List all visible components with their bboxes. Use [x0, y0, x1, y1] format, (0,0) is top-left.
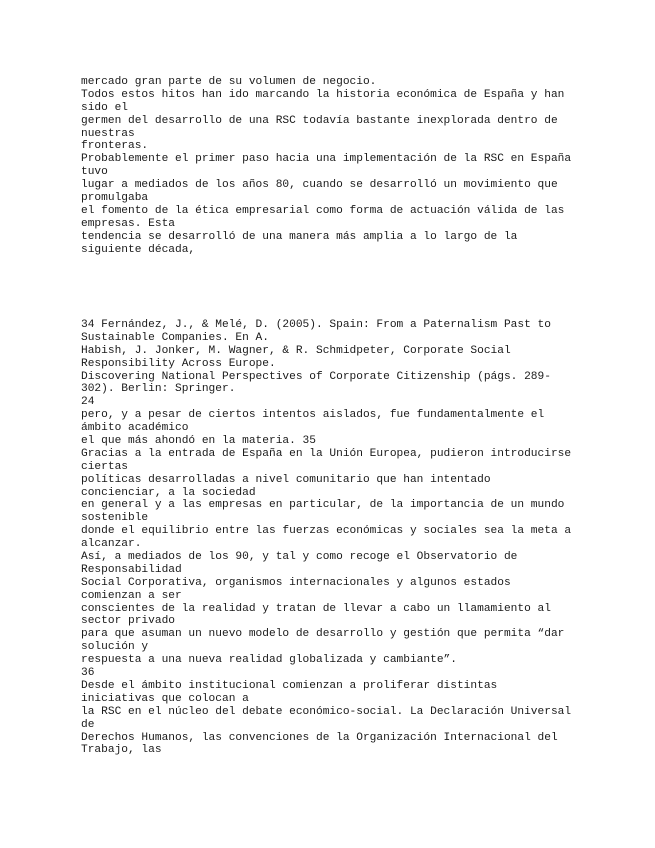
text-line: Todos estos hitos han ido marcando la historia económica de España y han — [81, 88, 565, 101]
text-line: solución y — [81, 641, 149, 654]
text-line: Responsabilidad — [81, 563, 182, 576]
text-line: ámbito académico — [81, 422, 189, 435]
text-line: concienciar, a la sociedad — [81, 486, 256, 499]
text-line: conscientes de la realidad y tratan de llevar a cabo un llamamiento al — [81, 602, 551, 615]
text-line: en general y a las empresas en particular, de la importancia de un mundo — [81, 499, 565, 512]
text-line: empresas. Esta — [81, 217, 175, 230]
text-line: el que más ahondó en la materia. 35 — [81, 435, 316, 448]
text-line: políticas desarrolladas a nivel comunitario que han intentado — [81, 473, 491, 486]
page-number: 24 — [81, 396, 95, 409]
text-line: ciertas — [81, 460, 128, 473]
body-text-top — [81, 76, 641, 256]
text-line: Social Corporativa, organismos internacionales y algunos estados — [81, 576, 511, 589]
text-line: mercado gran parte de su volumen de negocio. — [81, 76, 377, 88]
text-line: tuvo — [81, 166, 108, 179]
text-line: de — [81, 718, 95, 731]
footnote-line: Sustainable Companies. En A. — [81, 331, 269, 344]
text-line: Gracias a la entrada de España en la Unión Europea, pudieron introducirse — [81, 447, 572, 460]
text-line: sido el — [81, 101, 128, 114]
text-line: Desde el ámbito institucional comienzan a proliferar distintas — [81, 679, 498, 692]
footnote-line: 302). Berlin: Springer. — [81, 383, 236, 396]
text-line: comienzan a ser — [81, 589, 182, 602]
text-line: iniciativas que colocan a — [81, 692, 249, 705]
text-line: sector privado — [81, 615, 175, 628]
text-line: Trabajo, las — [81, 744, 162, 757]
text-line: Así, a mediados de los 90, y tal y como recoge el Observatorio de — [81, 551, 518, 564]
text-line: pero, y a pesar de ciertos intentos aislados, fue fundamentalmente el — [81, 409, 545, 422]
text-line: Probablemente el primer paso hacia una implementación de la RSC en España — [81, 153, 572, 166]
text-line: la RSC en el núcleo del debate económico-social. La Declaración Universal — [81, 705, 572, 718]
text-line: el fomento de la ética empresarial como forma de actuación válida de las — [81, 204, 565, 217]
text-line: germen del desarrollo de una RSC todavía bastante inexplorada dentro de — [81, 114, 558, 127]
text-line: para que asuman un nuevo modelo de desarrollo y gestión que permita “dar — [81, 628, 565, 641]
text-line: Derechos Humanos, las convenciones de la Organización Internacional del — [81, 731, 558, 744]
text-line: fronteras. — [81, 140, 149, 153]
text-line: nuestras — [81, 127, 135, 140]
text-line: siguiente década, — [81, 243, 196, 256]
text-line: sostenible — [81, 512, 149, 525]
footnote-line: Responsibility Across Europe. — [81, 357, 276, 370]
text-line: tendencia se desarrolló de una manera más amplia a lo largo de la — [81, 230, 518, 243]
text-line: lugar a mediados de los años 80, cuando se desarrolló un movimiento que — [81, 179, 558, 192]
text-line: promulgaba — [81, 192, 149, 205]
text-line: respuesta a una nueva realidad globalizada y cambiante”. — [81, 654, 457, 667]
text-line: donde el equilibrio entre las fuerzas económicas y sociales sea la meta a — [81, 525, 572, 538]
footnote-line: 34 Fernández, J., & Melé, D. (2005). Spain: From a Paternalism Past to — [81, 319, 551, 331]
footnote-line: Habish, J. Jonker, M. Wagner, & R. Schmidpeter, Corporate Social — [81, 344, 511, 357]
body-text-bottom — [81, 319, 641, 757]
footnote-marker: 36 — [81, 667, 95, 680]
text-line: alcanzar. — [81, 538, 142, 551]
footnote-line: Discovering National Perspectives of Corporate Citizenship (págs. 289- — [81, 370, 551, 383]
